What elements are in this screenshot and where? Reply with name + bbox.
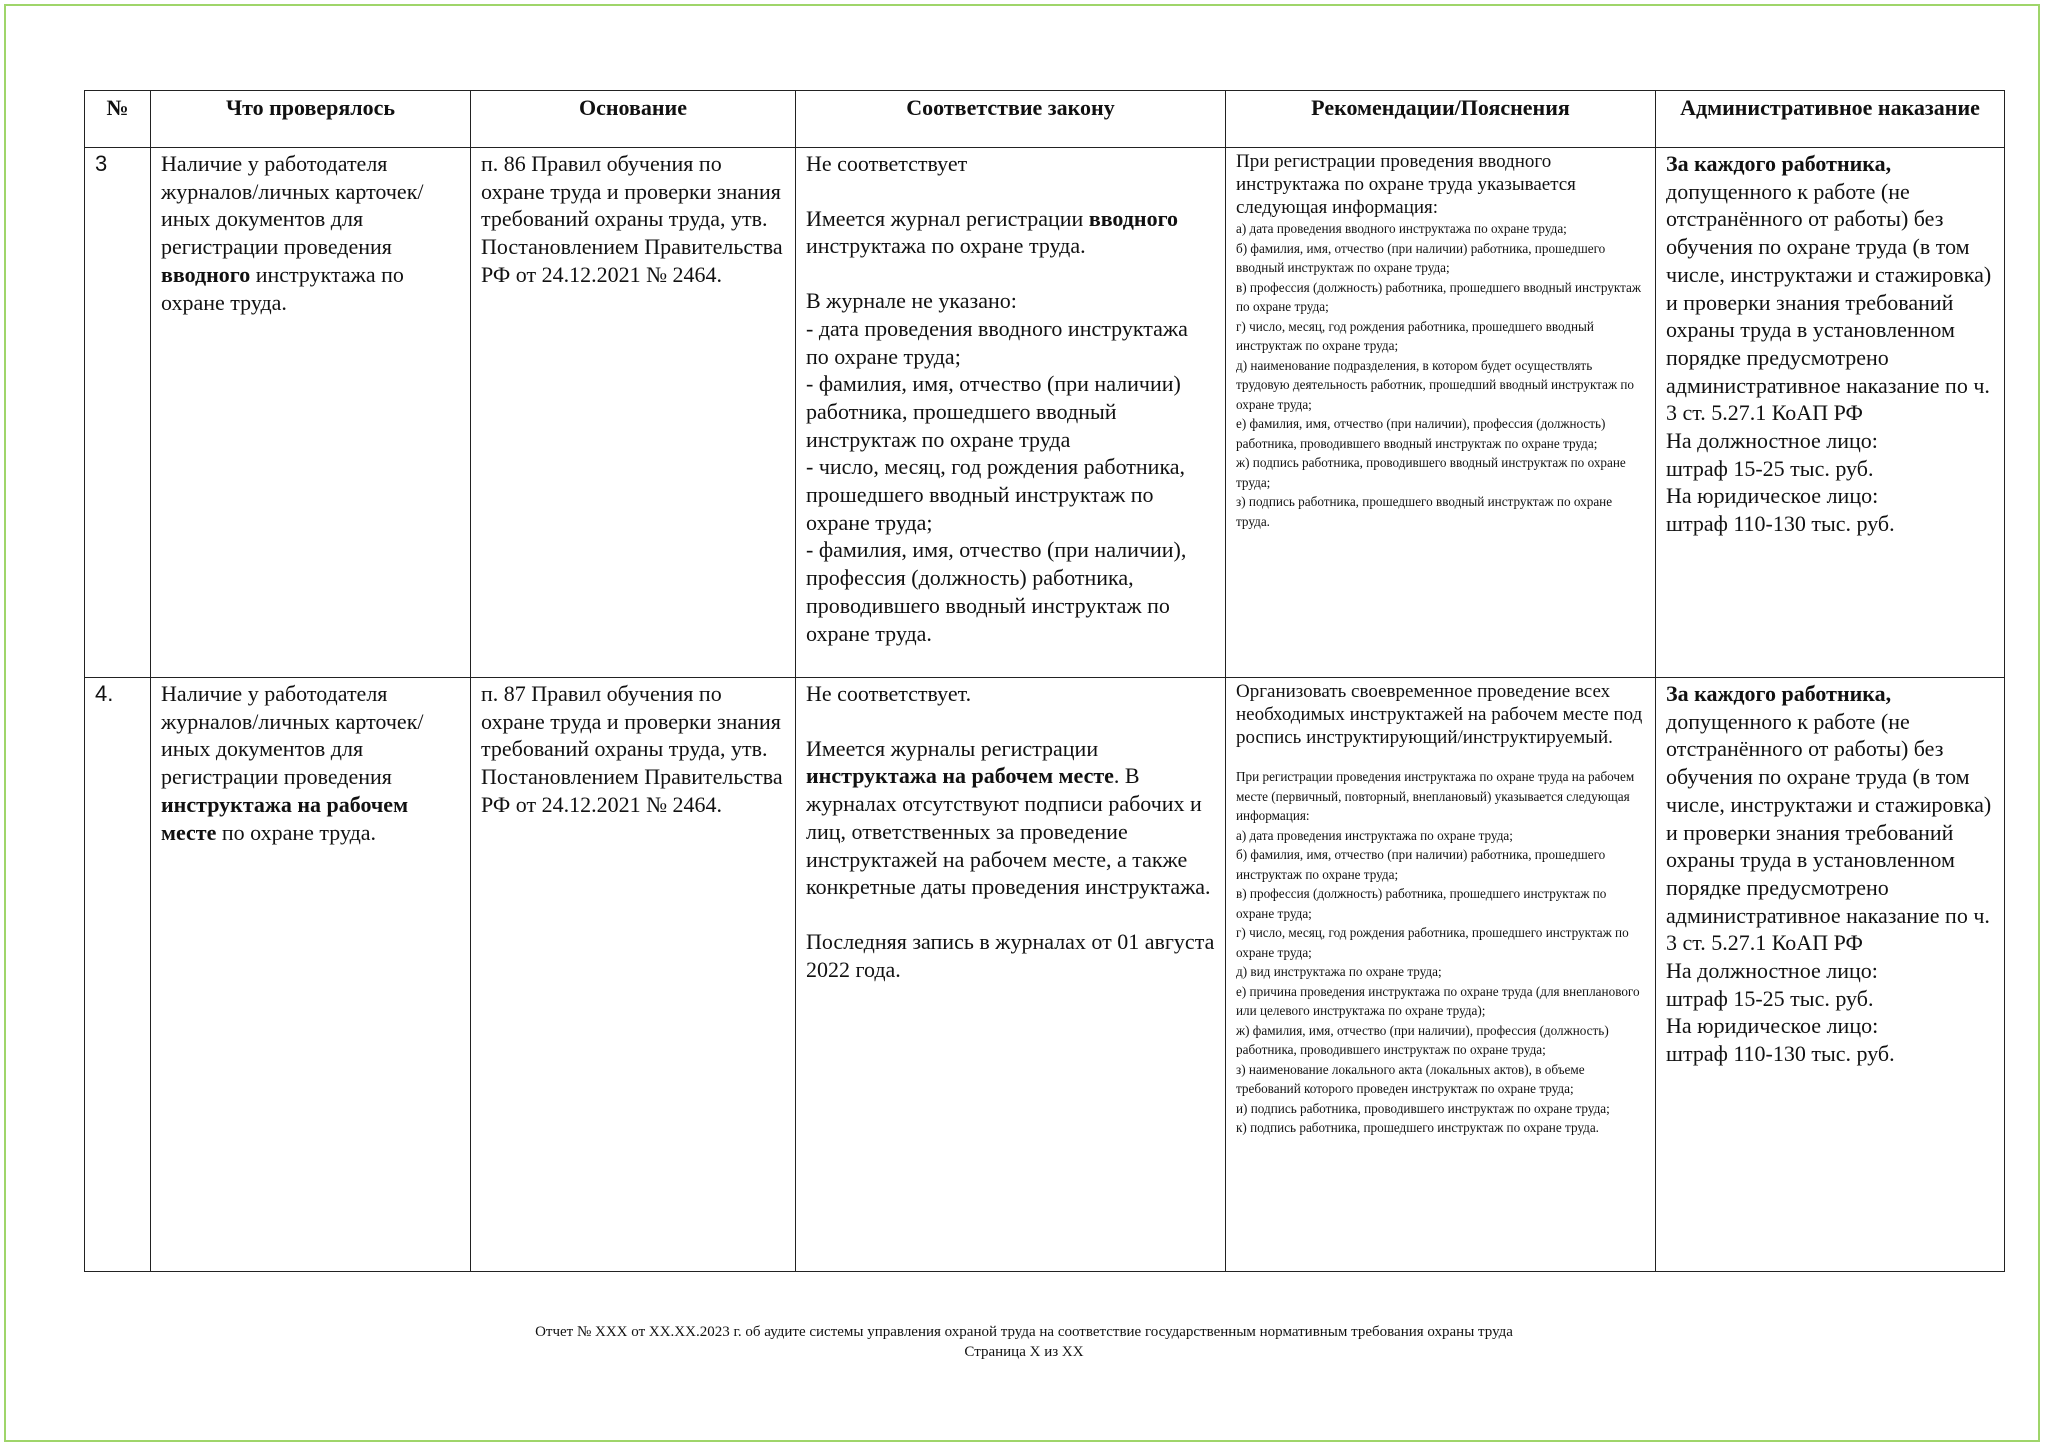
- rec-item: г) число, месяц, год рождения работника, прошедшего инструктаж по охране труда;: [1236, 925, 1629, 960]
- page-footer: [6, 1322, 2042, 1362]
- cell-basis: п. 87 Правил обучения по охране труда и проверки знания требований охраны труда, утв. Постановлением Правительства РФ от 24.12.2021 № 2464.: [471, 678, 796, 1272]
- cell-recommendations: [1226, 678, 1656, 1272]
- cell-compliance: [796, 678, 1226, 1272]
- cell-penalty: [1656, 148, 2005, 678]
- penalty-legal: штраф 110-130 тыс. руб.: [1666, 511, 1895, 537]
- penalty-bold: За каждого работника,: [1666, 681, 1892, 706]
- compliance-paragraph: Имеется журнал регистрации вводного инструктажа по охране труда.: [806, 205, 1179, 259]
- document-page: [4, 4, 2040, 1442]
- cell-what: Наличие у работодателя журналов/личных карточек/иных документов для регистрации проведения вводного инструктажа по охране труда.: [151, 148, 471, 678]
- compliance-status: Не соответствует.: [806, 681, 972, 706]
- cell-basis: п. 86 Правил обучения по охране труда и проверки знания требований охраны труда, утв. Постановлением Правительства РФ от 24.12.2021 № 2464.: [471, 148, 796, 678]
- table-header-row: [85, 91, 2005, 148]
- penalty-legal: штраф 110-130 тыс. руб.: [1666, 1041, 1895, 1067]
- penalty-legal-label: На юридическое лицо:: [1666, 483, 1879, 509]
- row-number: 3: [85, 148, 151, 678]
- penalty-official-label: На должностное лицо:: [1666, 428, 1878, 454]
- rec-item: а) дата проведения инструктажа по охране труда;: [1236, 827, 1513, 843]
- cell-penalty: [1656, 678, 2005, 1272]
- rec-item: в) профессия (должность) работника, прошедшего вводный инструктаж по охране труда;: [1236, 279, 1641, 314]
- compliance-paragraph-2: Последняя запись в журналах от 01 августа 2022 года.: [806, 928, 1215, 982]
- penalty-text: допущенного к работе (не отстранённого от работы) без обучения по охране труда (в том числе, инструктажи и стажировка) и проверки знания требований охраны труда в установленном порядке предусмотрено административное наказание по ч. 3 ст. 5.27.1 КоАП РФ: [1666, 708, 1992, 956]
- header-what: Что проверялось: [151, 91, 471, 148]
- rec-intro: При регистрации проведения инструктажа по охране труда на рабочем месте (первичный, повторный, внеплановый) указывается следующая информация:: [1236, 769, 1635, 823]
- footer-page-number: Страница X из XX: [964, 1344, 1084, 1360]
- rec-item: в) профессия (должность) работника, прошедшего инструктаж по охране труда;: [1236, 886, 1607, 921]
- rec-intro: При регистрации проведения вводного инструктажа по охране труда указывается следующая информация:: [1236, 151, 1576, 218]
- penalty-text: допущенного к работе (не отстранённого от работы) без обучения по охране труда (в том числе, инструктажи и стажировка) и проверки знания требований охраны труда в установленном порядке предусмотрено административное наказание по ч. 3 ст. 5.27.1 КоАП РФ: [1666, 178, 1992, 426]
- compliance-item: - фамилия, имя, отчество (при наличии), профессия (должность) работника, проводившего вводный инструктаж по охране труда.: [806, 537, 1187, 646]
- penalty-official: штраф 15-25 тыс. руб.: [1666, 985, 1874, 1011]
- rec-item: е) фамилия, имя, отчество (при наличии), профессия (должность) работника, проводившего вводный инструктаж по охране труда;: [1236, 416, 1606, 451]
- rec-item: д) наименование подразделения, в котором будет осуществлять трудовую деятельность работник, прошедший вводный инструктаж по охране труда;: [1236, 357, 1635, 412]
- header-penalty: Административное наказание: [1656, 91, 2005, 148]
- header-num: №: [85, 91, 151, 148]
- header-basis: Основание: [471, 91, 796, 148]
- compliance-item: - число, месяц, год рождения работника, прошедшего вводный инструктаж по охране труда;: [806, 454, 1186, 535]
- cell-what: Наличие у работодателя журналов/личных карточек/иных документов для регистрации проведения инструктажа на рабочем месте по охране труда.: [151, 678, 471, 1272]
- penalty-legal-label: На юридическое лицо:: [1666, 1013, 1879, 1039]
- compliance-intro: В журнале не указано:: [806, 288, 1017, 314]
- rec-item: а) дата проведения вводного инструктажа по охране труда;: [1236, 221, 1567, 236]
- row-number: 4.: [85, 678, 151, 1272]
- compliance-paragraph: Имеется журналы регистрации инструктажа на рабочем месте. В журналах отсутствуют подписи рабочих и лиц, ответственных за проведение инструктажей на рабочем месте, а также конкретные даты проведения инструктажа.: [806, 735, 1211, 900]
- cell-compliance: [796, 148, 1226, 678]
- compliance-item: - фамилия, имя, отчество (при наличии) работника, прошедшего вводный инструктаж по охране труда: [806, 371, 1181, 452]
- rec-item: ж) подпись работника, проводившего вводный инструктаж по охране труда;: [1236, 455, 1626, 490]
- rec-item: ж) фамилия, имя, отчество (при наличии), профессия (должность) работника, проводившего инструктаж по охране труда;: [1236, 1022, 1609, 1057]
- penalty-bold: За каждого работника,: [1666, 151, 1892, 176]
- compliance-item: - дата проведения вводного инструктажа по охране труда;: [806, 315, 1188, 369]
- rec-item: е) причина проведения инструктажа по охране труда (для внепланового или целевого инструктажа по охране труда);: [1236, 983, 1640, 1018]
- rec-item: и) подпись работника, проводившего инструктаж по охране труда;: [1236, 1100, 1610, 1116]
- penalty-official: штраф 15-25 тыс. руб.: [1666, 455, 1874, 481]
- rec-item: к) подпись работника, прошедшего инструктаж по охране труда.: [1236, 1120, 1599, 1135]
- rec-item: з) наименование локального акта (локальных актов), в объеме требований которого проведен инструктаж по охране труда;: [1236, 1061, 1585, 1096]
- footer-report-title: Отчет № XXX от XX.XX.2023 г. об аудите системы управления охраной труда на соответствие государственным нормативным требования охраны труда: [535, 1324, 1513, 1340]
- penalty-official-label: На должностное лицо:: [1666, 958, 1878, 984]
- table-row: [85, 148, 2005, 678]
- rec-item: з) подпись работника, прошедшего вводный инструктаж по охране труда.: [1236, 494, 1613, 529]
- rec-item: б) фамилия, имя, отчество (при наличии) работника, прошедшего вводный инструктаж по охране труда;: [1236, 240, 1606, 275]
- cell-recommendations: [1226, 148, 1656, 678]
- rec-item: д) вид инструктажа по охране труда;: [1236, 964, 1442, 979]
- rec-main: Организовать своевременное проведение всех необходимых инструктажей на рабочем месте под роспись инструктирующий/инструктируемый.: [1236, 681, 1643, 748]
- rec-item: г) число, месяц, год рождения работника, прошедшего вводный инструктаж по охране труда;: [1236, 318, 1594, 353]
- rec-item: б) фамилия, имя, отчество (при наличии) работника, прошедшего инструктаж по охране труда;: [1236, 847, 1606, 882]
- header-recommendations: Рекомендации/Пояснения: [1226, 91, 1656, 148]
- header-compliance: Соответствие закону: [796, 91, 1226, 148]
- table-row: [85, 678, 2005, 1272]
- audit-table: [84, 90, 2005, 1272]
- compliance-status: Не соответствует: [806, 151, 968, 176]
